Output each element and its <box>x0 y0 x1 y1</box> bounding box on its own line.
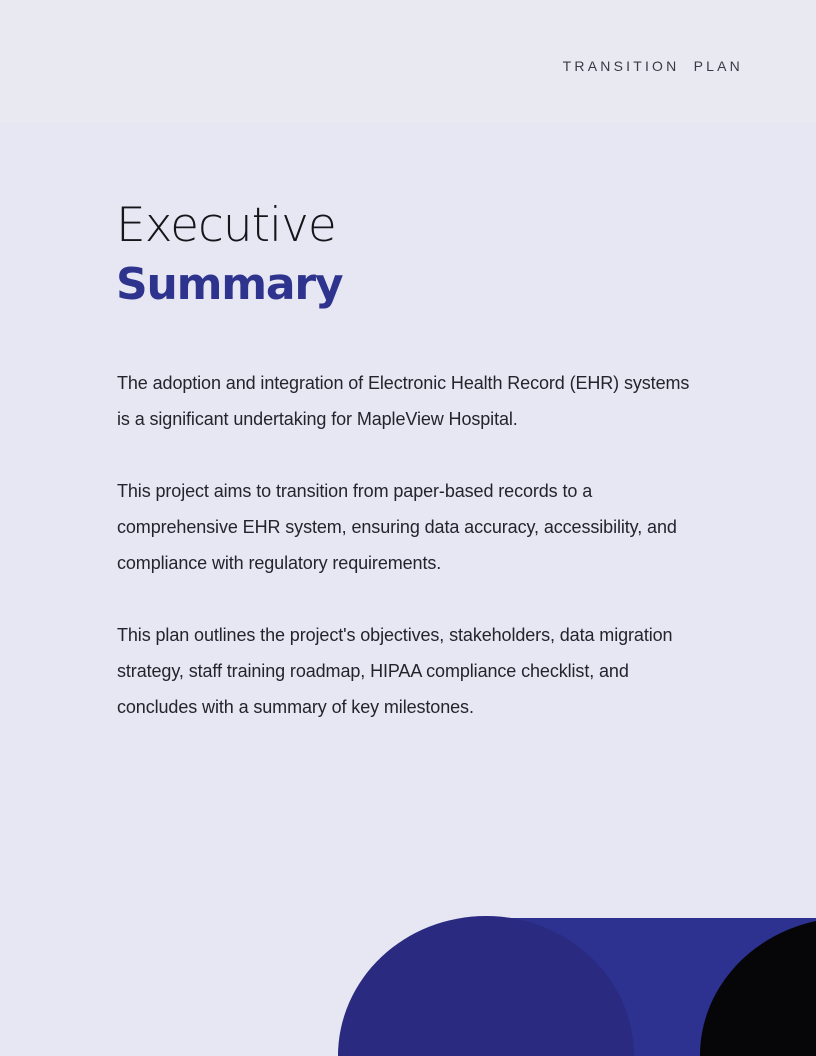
document-label: TRANSITION PLAN <box>562 58 743 74</box>
title-line-1: Executive <box>116 198 336 253</box>
paragraph-3: This plan outlines the project's objectives, stakeholders, data migration strategy, staff training roadmap, HIPAA compliance checklist, and concludes with a summary of key milestones. <box>117 625 673 717</box>
title-line-2: Summary <box>116 259 343 310</box>
paragraph-1: The adoption and integration of Electronic Health Record (EHR) systems is a significant undertaking for MapleView Hospital. <box>117 373 690 429</box>
paragraph-2: This project aims to transition from paper-based records to a comprehensive EHR system, ensuring data accuracy, accessibility, and compliance with regulatory requirements. <box>117 481 677 573</box>
